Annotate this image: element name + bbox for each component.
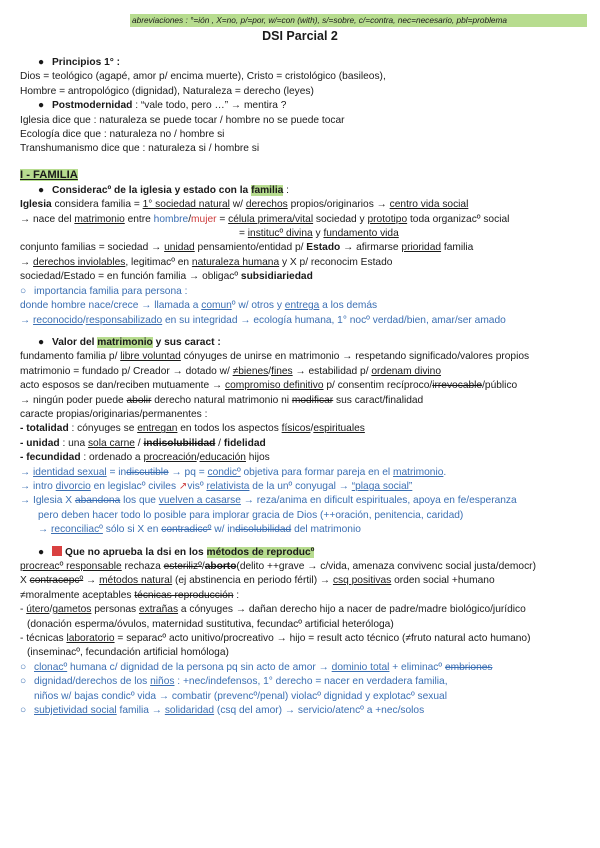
text-line: Ecología dice que : naturaleza no / hombre si — [20, 129, 225, 141]
text-line: → intro divorcio en legislacº civiles ↗visº relativista de la unº conyugal → “plaga social” — [20, 480, 413, 492]
text-line: → nace del matrimonio entre hombre/mujer = célula primera/vital sociedad y prototipo toda organizacº social — [20, 213, 510, 225]
text-line: ≠moralmente aceptables técnicas reproducción : — [20, 589, 240, 601]
text-line: procreacº responsable rechaza esterilizº/aborto(delito ++grave → c/vida, amenaza convivenc social justa/democr) — [20, 561, 536, 572]
text-line: donde hombre nace/crece → llamada a comunº w/ otros y entrega a los demás — [20, 300, 378, 312]
text-line: Dios = teológico (agapé, amor p/ encima muerte), Cristo = cristológico (basileos), — [20, 71, 386, 83]
text-line: fundamento familia p/ libre voluntad cónyuges de unirse en matrimonio → respetando significado/valores propios — [20, 351, 530, 363]
text-line: (inseminacº, fecundación artificial homóloga) — [27, 647, 229, 659]
page-title: DSI Parcial 2 — [262, 29, 338, 43]
text-line: conjunto familias = sociedad → unidad pensamiento/entidad p/ Estado → afirmarse prioridad familia — [20, 242, 474, 254]
text-line: niños w/ bajas condicº vida → combatir (prevencº/penal) violacº dignidad y explotacº sexual — [34, 690, 447, 702]
list-item: ○ dignidad/derechos de los niños : +nec/indefensos, 1° derecho = nacer en verdadera familia, — [20, 676, 448, 688]
text-line: = institucº divina y fundamento vida — [239, 228, 399, 240]
list-item: ○ clonacº humana c/ dignidad de la persona pq sin acto de amor → dominio total + eliminacº embriones — [20, 661, 493, 673]
text-line: → Iglesia X abandona los que vuelven a casarse → reza/anima en dificult espirituales, apoya en fe/esperanza — [20, 495, 517, 507]
text-line: → reconocido/responsabilizado en su integridad → ecología humana, 1° nocº verdad/bien, amar/ser amado — [20, 314, 506, 326]
list-item: ○ subjetividad social familia → solidaridad (csq del amor) → servicio/atencº a +nec/solos — [20, 705, 425, 717]
postmodernidad-heading: ● Postmodernidad : “vale todo, pero …” → mentira ? — [38, 100, 287, 112]
text-line: - totalidad : cónyuges se entregan en todos los aspectos físicos/espirituales — [20, 423, 365, 435]
warning-block-icon — [52, 546, 62, 556]
text-line: X contracepcº → métodos natural (ej abstinencia en periodo fértil) → csq positivas orden social +humano — [20, 575, 495, 587]
text-line: Iglesia considera familia = 1° sociedad natural w/ derechos propios/originarios → centro vida social — [20, 199, 469, 211]
text-line: - unidad : una sola carne / indisolubilidad / fidelidad — [20, 437, 266, 449]
text-line: Transhumanismo dice que : naturaleza si / hombre si — [20, 143, 260, 155]
text-line: acto esposos se dan/reciben mutuamente → compromiso definitivo p/ consentim recíproco/irrevocable/público — [20, 380, 518, 392]
text-line: pero deben hacer todo lo posible para implorar gracia de Dios (++oración, penitencia, caridad) — [38, 509, 464, 521]
text-line: Hombre = antropológico (dignidad), Naturaleza = derecho (leyes) — [20, 85, 314, 97]
text-line: - fecundidad : ordenado a procreación/educación hijos — [20, 452, 270, 464]
text-line: - útero/gametos personas extrañas a cónyuges → dañan derecho hijo a nacer de padre/madre biológico/jurídico — [20, 604, 526, 616]
subheading-valor-matrimonio: ● Valor del matrimonio y sus caract : — [38, 336, 221, 348]
principios-heading: ● Principios 1° : — [38, 57, 121, 68]
text-line: (donación esperma/óvulos, maternidad sustitutiva, fecundacº artificial heteróloga) — [27, 618, 394, 630]
list-item: ○ importancia familia para persona : — [20, 285, 188, 297]
text-line: - técnicas laboratorio = separacº acto unitivo/procreativo → hijo = result acto técnico (≠fruto natural acto humano) — [20, 633, 531, 645]
subheading-metodos-reproduccion: ● Que no aprueba la dsi en los métodos de reproducº — [38, 546, 315, 558]
text-line: → reconciliacº sólo si X en contradiccº w/ indisolubilidad del matrimonio — [38, 524, 361, 536]
text-line: caracte propias/originarias/permanentes : — [20, 408, 208, 420]
abbreviations-banner: abreviaciones : °=ión , X=no, p/=por, w/=con (with), s/=sobre, c/=contra, nec=necesario, pbl=problema — [130, 14, 587, 27]
text-line: → derechos inviolables, legitimacº en naturaleza humana y X p/ reconocim Estado — [20, 256, 393, 268]
document-body — [20, 56, 592, 718]
subheading-consideracion: ● Consideracº de la iglesia y estado con la familia : — [38, 184, 290, 196]
section-heading-familia: I - FAMILIA — [20, 168, 78, 181]
text-line: → identidad sexual = indiscutible → pq = condicº objetiva para formar pareja en el matrimonio. — [20, 466, 447, 478]
text-line: Iglesia dice que : naturaleza se puede tocar / hombre no se puede tocar — [20, 114, 345, 126]
text-line: → ningún poder puede abolir derecho natural matrimonio ni modificar sus caract/finalidad — [20, 394, 424, 406]
text-line: sociedad/Estado = en función familia → obligacº subsidiariedad — [20, 271, 313, 283]
text-line: matrimonio = fundado p/ Creador → dotado w/ ≠bienes/fines → estabilidad p/ ordenam divino — [20, 365, 442, 377]
